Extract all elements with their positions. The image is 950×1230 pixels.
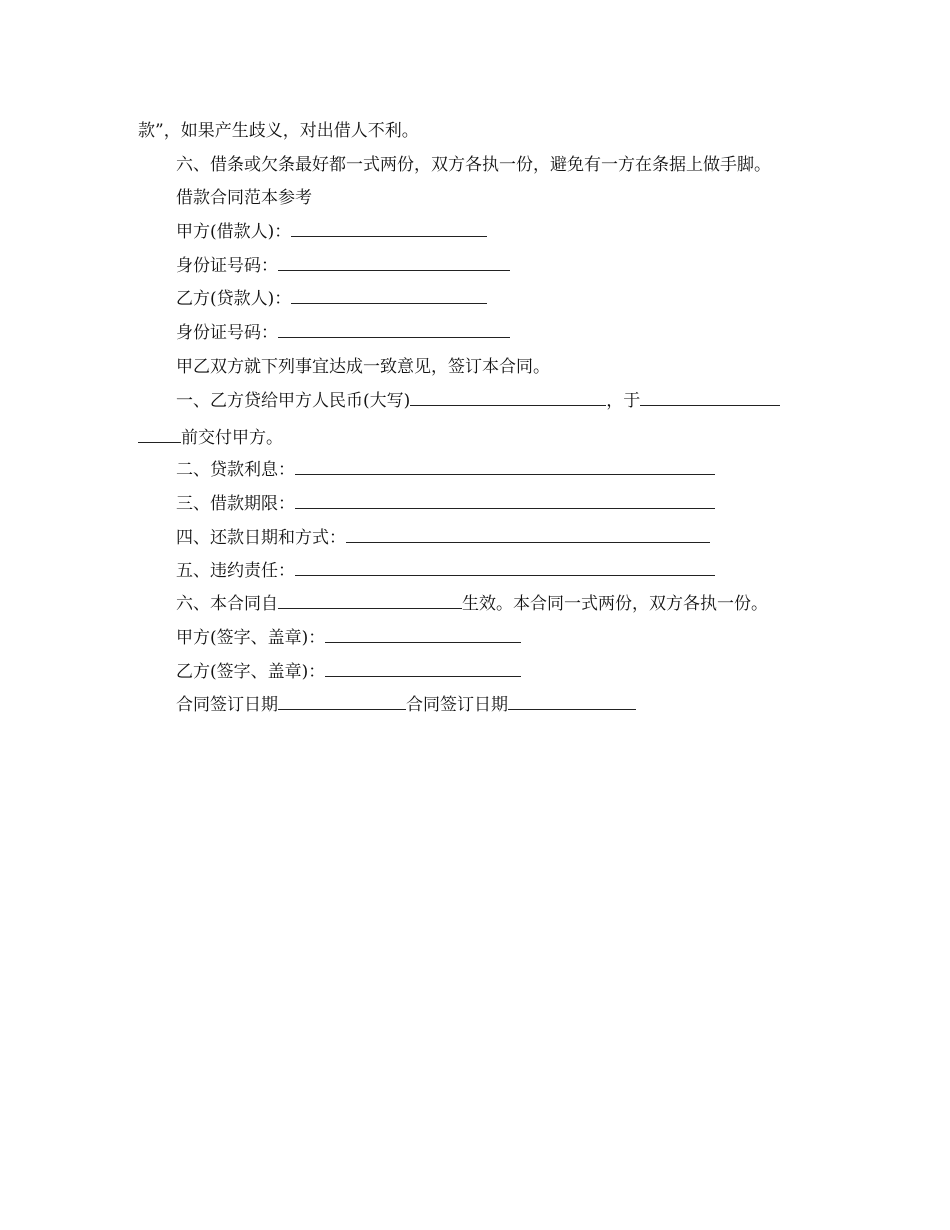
- clause-one: [176, 390, 780, 412]
- clause-five: [176, 560, 715, 582]
- label-signature-a: 甲方(签字、盖章)：: [176, 628, 326, 648]
- text-tip-six: 六、借条或欠条最好都一式两份，双方各执一份，避免有一方在条据上做手脚。: [176, 155, 771, 175]
- label-repayment: 四、还款日期和方式：: [176, 528, 346, 548]
- label-term: 三、借款期限：: [176, 494, 295, 514]
- blank-date-start: [640, 391, 780, 406]
- label-sign-date-1: 合同签订日期: [176, 695, 278, 715]
- label-clause-one: 一、乙方贷给甲方人民币(大写): [176, 391, 411, 411]
- label-sign-date-2: 合同签订日期: [406, 695, 508, 715]
- field-party-b: [176, 288, 487, 310]
- blank-party-a: [291, 222, 487, 237]
- blank-party-b: [291, 289, 487, 304]
- label-id-b: 身份证号码：: [176, 323, 278, 343]
- blank-id-b: [278, 323, 510, 338]
- paragraph-clause-end: [138, 120, 419, 142]
- field-id-a: [176, 255, 510, 277]
- signing-dates: [176, 694, 636, 716]
- blank-amount: [410, 391, 606, 406]
- blank-signature-a: [325, 628, 521, 643]
- text-clause-end: 款”，如果产生歧义，对出借人不利。: [138, 121, 419, 141]
- label-id-a: 身份证号码：: [176, 256, 278, 276]
- blank-interest: [295, 460, 715, 475]
- label-party-a: 甲方(借款人)：: [176, 222, 292, 242]
- blank-date-end: [138, 428, 181, 443]
- blank-id-a: [278, 256, 510, 271]
- label-party-b: 乙方(贷款人)：: [176, 289, 292, 309]
- clause-two: [176, 459, 715, 481]
- label-signature-b: 乙方(签字、盖章)：: [176, 662, 326, 682]
- clause-three: [176, 493, 715, 515]
- blank-breach: [295, 561, 715, 576]
- blank-repayment: [346, 528, 710, 543]
- section-heading: [176, 187, 312, 209]
- blank-sign-date-1: [278, 695, 406, 710]
- field-party-a: [176, 221, 487, 243]
- label-interest: 二、贷款利息：: [176, 460, 295, 480]
- signature-party-a: [176, 627, 521, 649]
- paragraph-agreement: [176, 356, 550, 378]
- heading-contract-template: 借款合同范本参考: [176, 188, 312, 208]
- blank-signature-b: [325, 662, 521, 677]
- blank-effective-date: [278, 594, 462, 609]
- label-breach: 五、违约责任：: [176, 561, 295, 581]
- paragraph-tip-six: [176, 154, 771, 176]
- text-agreement: 甲乙双方就下列事宜达成一致意见，签订本合同。: [176, 357, 550, 377]
- clause-four: [176, 527, 710, 549]
- clause-one-continued: [138, 427, 283, 449]
- clause-six: [176, 593, 768, 615]
- blank-sign-date-2: [508, 695, 636, 710]
- label-clause-one-delivery: 前交付甲方。: [181, 428, 283, 448]
- label-clause-one-on: ，于: [606, 391, 641, 411]
- field-id-b: [176, 322, 510, 344]
- signature-party-b: [176, 661, 521, 683]
- label-effective: 六、本合同自: [176, 594, 278, 614]
- blank-term: [295, 494, 715, 509]
- label-effective-rest: 生效。本合同一式两份，双方各执一份。: [462, 594, 768, 614]
